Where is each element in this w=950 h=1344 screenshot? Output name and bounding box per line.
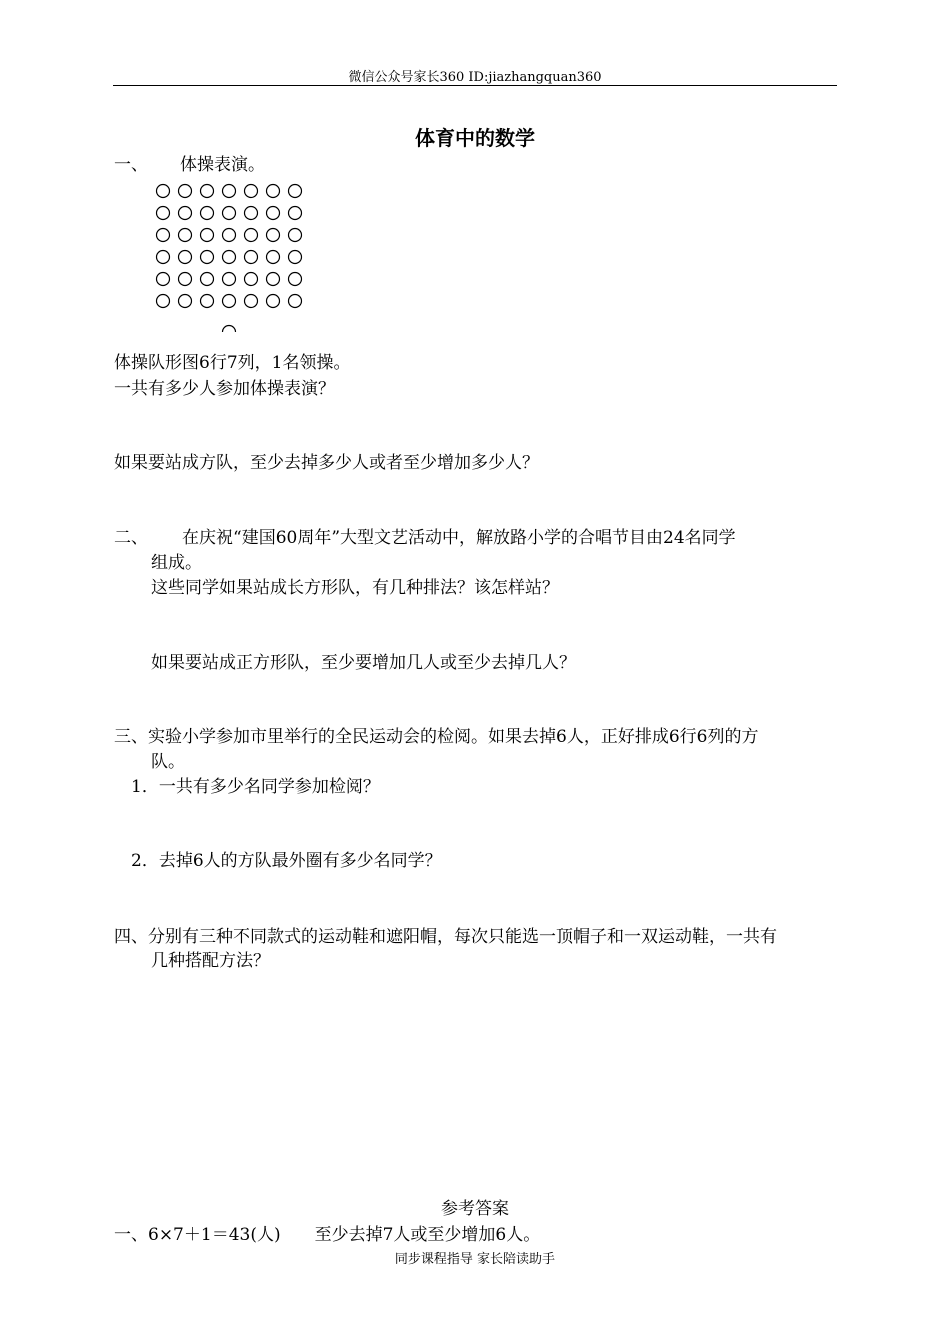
formation-diagram [150,180,310,332]
formation-member [223,273,236,286]
section3-question1: 1．一共有多少名同学参加检阅？ [131,777,380,797]
formation-member [223,229,236,242]
formation-member [179,273,192,286]
formation-member [157,251,170,264]
formation-member [289,251,302,264]
page-title: 体育中的数学 [415,126,535,150]
formation-member [179,229,192,242]
section2-line2: 这些同学如果站成长方形队，有几种排法？该怎样站？ [151,578,559,598]
formation-member [201,251,214,264]
formation-member [289,207,302,220]
formation-member [223,251,236,264]
formation-member [245,295,258,308]
section4-line1: 四、分别有三种不同款式的运动鞋和遮阳帽，每次只能选一顶帽子和一双运动鞋，一共有 [114,927,777,947]
formation-member [267,229,280,242]
formation-member [223,185,236,198]
section2-line1: 在庆祝“建国60周年”大型文艺活动中，解放路小学的合唱节目由24名同学 [182,528,736,548]
formation-member [179,251,192,264]
formation-member [267,251,280,264]
section1-line2: 一共有多少人参加体操表演？ [114,379,335,399]
formation-member [245,207,258,220]
formation-member [201,185,214,198]
section3-question2: 2．去掉6人的方队最外圈有多少名同学？ [131,851,442,871]
section1-line1: 体操队形图6行7列，1名领操。 [114,353,351,373]
page-header: 微信公众号家长360 ID:jiazhangquan360 [348,70,602,85]
formation-member [267,295,280,308]
section3-line1: 三、实验小学参加市里举行的全民运动会的检阅。如果去掉6人，正好排成6行6列的方 [114,727,759,747]
section1-heading: 体操表演。 [180,155,265,175]
formation-member [157,229,170,242]
section2-line1b: 组成。 [151,553,202,573]
formation-member [289,185,302,198]
formation-member [201,207,214,220]
section4-line1b: 几种搭配方法？ [151,951,270,971]
formation-member [223,295,236,308]
formation-member [201,229,214,242]
section3-line1b: 队。 [151,752,185,772]
formation-member [157,207,170,220]
formation-member [245,273,258,286]
formation-member [289,229,302,242]
formation-member [245,251,258,264]
formation-member [157,273,170,286]
formation-member [245,229,258,242]
page-footer: 同步课程指导 家长陪读助手 [394,1252,556,1267]
formation-member [179,185,192,198]
formation-member [179,295,192,308]
formation-member [267,273,280,286]
formation-member [245,185,258,198]
header-divider [113,85,837,86]
formation-member [179,207,192,220]
formation-member [223,207,236,220]
formation-member [289,295,302,308]
section1-line3: 如果要站成方队，至少去掉多少人或者至少增加多少人？ [114,453,539,473]
formation-member [157,295,170,308]
formation-leader [223,326,236,333]
formation-member [267,207,280,220]
section2-number: 二、 [114,528,148,548]
formation-member [157,185,170,198]
answers-line1: 一、6×7＋1＝43(人) 至少去掉7人或至少增加6人。 [114,1225,541,1245]
formation-member [201,273,214,286]
section2-line3: 如果要站成正方形队，至少要增加几人或至少去掉几人？ [151,653,576,673]
formation-member [201,295,214,308]
formation-member [289,273,302,286]
section1-number: 一、 [114,155,148,175]
formation-member [267,185,280,198]
answers-title: 参考答案 [441,1199,509,1219]
